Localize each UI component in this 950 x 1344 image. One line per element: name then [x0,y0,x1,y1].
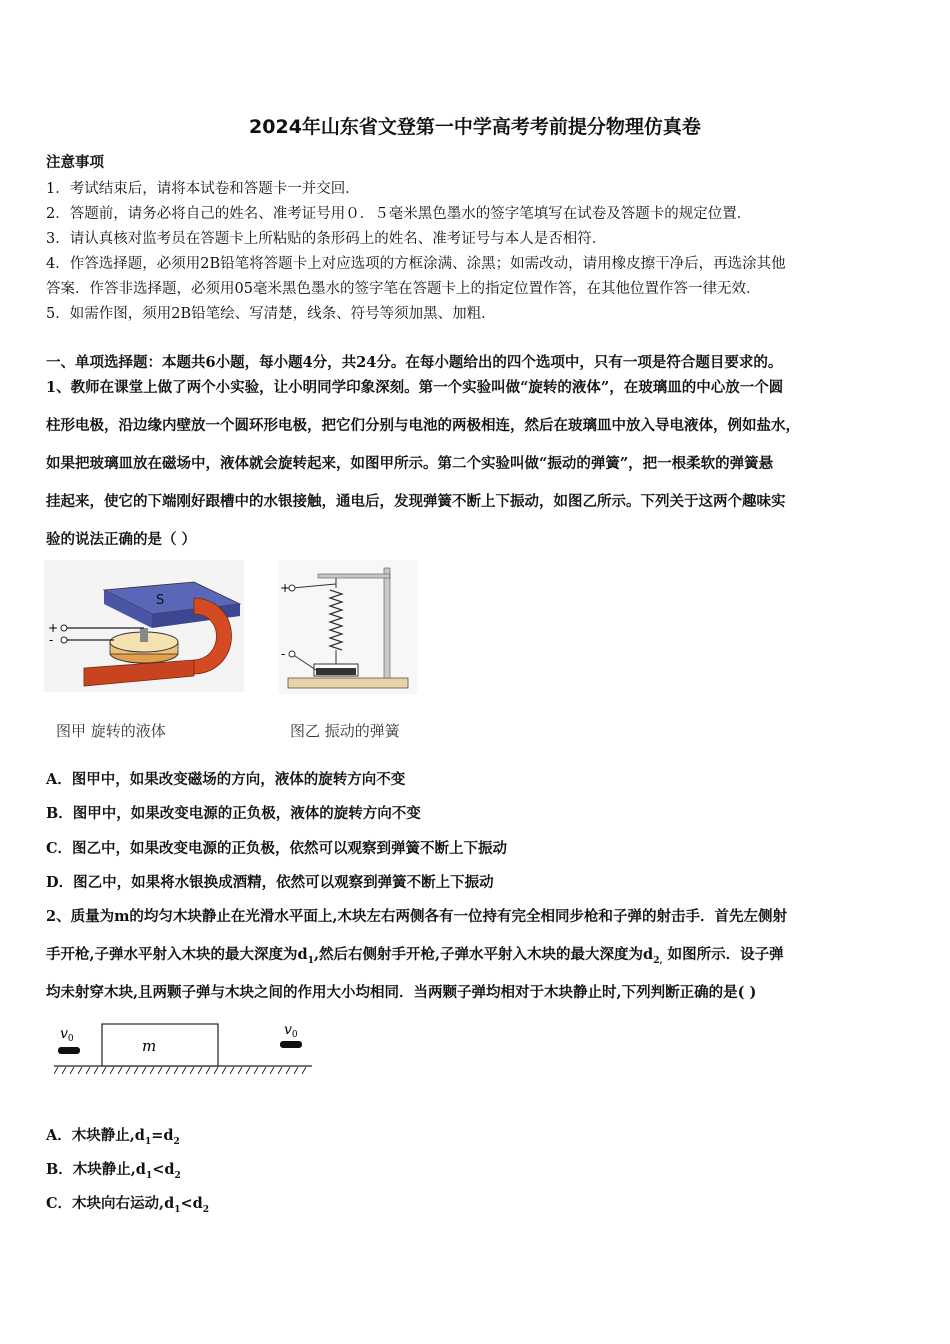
q1-text-line: 柱形电极，沿边缘内壁放一个圆环形电极，把它们分别与电池的两极相连，然后在玻璃皿中放入导电液体，例如盐水， [46,417,800,434]
minus-terminal-label: - [281,647,286,661]
q2-option-c: C．木块向右运动$,d_1<d_2$ [46,1195,210,1215]
q1-option-d: D．图乙中，如果将水银换成酒精，依然可以观察到弹簧不断上下振动 [46,874,494,891]
q1-option-a: A．图甲中，如果改变磁场的方向，液体的旋转方向不变 [46,771,406,788]
right-bullet [280,1041,302,1048]
q2-option-b: B．木块静止$,d_1<d_2$ [46,1161,181,1181]
plus-terminal-label: + [280,581,291,595]
page-title: 2024年山东省文登第一中学高考考前提分物理仿真卷 [249,116,701,138]
q1-text-line: 1、教师在课堂上做了两个小实验，让小明同学印象深刻。第一个实验叫做“旋转的液体”，在玻璃皿的中心放一个圆 [46,379,784,396]
q1-option-c: C．图乙中，如果改变电源的正负极，依然可以观察到弹簧不断上下振动 [46,840,508,857]
magnet-pole-label: S [156,593,165,608]
q2-option-a: A．木块静止$,d_1=d_2$ [46,1127,180,1147]
plus-terminal-label: + [48,621,59,635]
rotating-liquid-figure [44,560,244,692]
section-heading: 一、单项选择题：本题共6小题，每小题4分，共24分。在每小题给出的四个选项中，只有一项是符合题目要求的。 [46,354,783,371]
q1-option-b: B．图甲中，如果改变电源的正负极，液体的旋转方向不变 [46,805,421,822]
q1-text-line: 如果把玻璃皿放在磁场中，液体就会旋转起来，如图甲所示。第二个实验叫做“振动的弹簧”，把一根柔软的弹簧悬 [46,455,774,472]
notice-heading: 注意事项 [46,154,104,171]
vibrating-spring-figure [278,560,418,694]
minus-terminal-label: - [49,633,54,647]
notice-item: 5．如需作图，须用2B铅笔绘、写清楚，线条、符号等须加黑、加粗． [46,306,496,322]
q1-text-line: 挂起来，使它的下端刚好跟槽中的水银接触，通电后，发现弹簧不断上下振动，如图乙所示。下列关于这两个趣味实 [46,493,786,510]
left-velocity-label: $v_0$ [60,1026,74,1044]
figure-caption-jia: 图甲 旋转的液体 [56,722,166,740]
notice-item: 1．考试结束后，请将本试卷和答题卡一并交回． [46,181,360,197]
q2-text-line: 2、质量为m的均匀木块静止在光滑水平面上,木块左右两侧各有一位持有完全相同步枪和子弹的射击手．首先左侧射 [46,908,787,925]
left-bullet [58,1047,80,1054]
notice-item: 4．作答选择题，必须用2B铅笔将答题卡上对应选项的方框涂满、涂黑；如需改动，请用橡皮擦干净后，再选涂其他 [46,256,786,272]
q2-text-line: 均未射穿木块,且两颗子弹与木块之间的作用大小均相同．当两颗子弹均相对于木块静止时,下列判断正确的是( ) [46,984,757,1001]
notice-item: 答案．作答非选择题，必须用05毫米黑色墨水的签字笔在答题卡上的指定位置作答，在其他位置作答一律无效． [46,281,761,297]
block-bullets-figure [54,1018,316,1078]
q2-text-line: 手开枪,子弹水平射入木块的最大深度为$d_1$,然后右侧射手开枪,子弹水平射入木块的最大深度为$d_{2,}$ 如图所示．设子弹 [46,946,784,966]
notice-item: 3．请认真核对监考员在答题卡上所粘贴的条形码上的姓名、准考证号与本人是否相符． [46,231,607,247]
mass-label: m [142,1037,157,1055]
notice-item: 2．答题前，请务必将自己的姓名、准考证号用０．５毫米黑色墨水的签字笔填写在试卷及答题卡的规定位置． [46,206,752,222]
figure-caption-yi: 图乙 振动的弹簧 [290,722,400,740]
right-velocity-label: $v_0$ [284,1022,298,1040]
q1-text-line: 验的说法正确的是（ ） [46,531,197,548]
